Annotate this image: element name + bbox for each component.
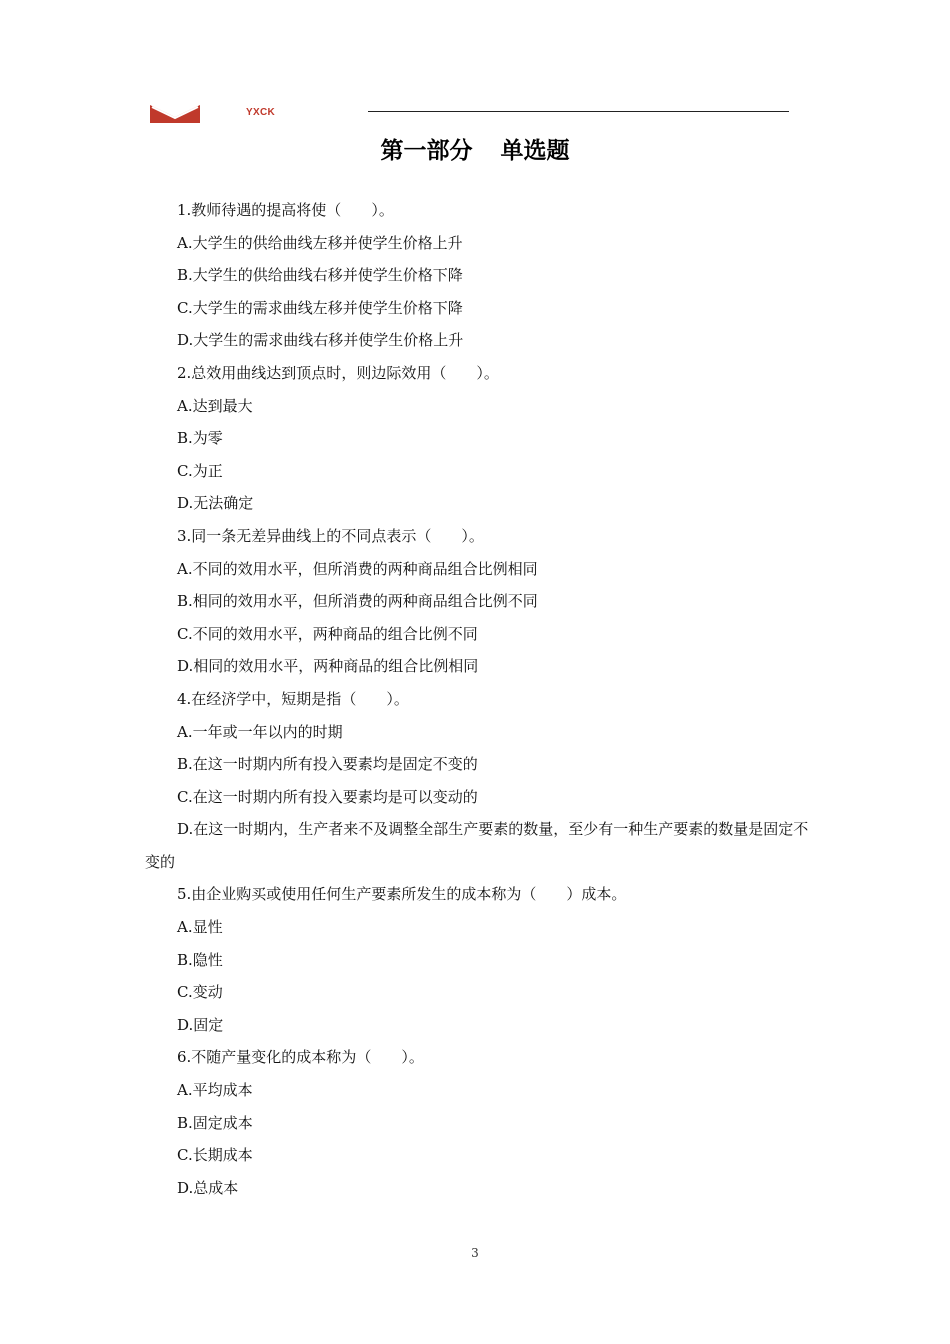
question-stem: 3.同一条无差异曲线上的不同点表示（ ）。 <box>177 526 484 545</box>
option-item: B.相同的效用水平，但所消费的两种商品组合比例不同 <box>177 592 538 611</box>
option-item: D.相同的效用水平，两种商品的组合比例相同 <box>177 657 479 676</box>
option-item: D.固定 <box>177 1015 224 1034</box>
option-item: D.无法确定 <box>177 494 254 513</box>
option-item: C.不同的效用水平，两种商品的组合比例不同 <box>177 624 478 643</box>
option-item: B.固定成本 <box>177 1113 253 1132</box>
option-item: A.大学生的供给曲线左移并使学生价格上升 <box>177 233 463 252</box>
option-item: C.变动 <box>177 983 223 1002</box>
option-item: B.隐性 <box>177 950 223 969</box>
question-stem: 5.由企业购买或使用任何生产要素所发生的成本称为（ ）成本。 <box>177 885 627 904</box>
option-item: A.平均成本 <box>177 1081 253 1100</box>
option-item: B.为零 <box>177 429 223 448</box>
option-item: C.长期成本 <box>177 1146 253 1165</box>
question-stem: 2.总效用曲线达到顶点时，则边际效用（ ）。 <box>177 363 499 382</box>
section-title <box>0 132 950 165</box>
question-list <box>145 194 810 1204</box>
option-item: A.不同的效用水平，但所消费的两种商品组合比例相同 <box>177 559 538 578</box>
option-item: B.在这一时期内所有投入要素均是固定不变的 <box>177 755 478 774</box>
option-item: A.一年或一年以内的时期 <box>177 722 343 741</box>
option-item: D.大学生的需求曲线右移并使学生价格上升 <box>177 331 464 350</box>
question-stem: 6.不随产量变化的成本称为（ ）。 <box>177 1048 424 1067</box>
section-name: 单选题 <box>500 138 570 164</box>
question-stem: 1.教师待遇的提高将使（ ）。 <box>177 201 394 219</box>
option-item: C.在这一时期内所有投入要素均是可以变动的 <box>177 787 478 806</box>
option-item: B.大学生的供给曲线右移并使学生价格下降 <box>177 266 463 285</box>
option-item: C.大学生的需求曲线左移并使学生价格下降 <box>177 298 463 317</box>
logo-icon <box>150 97 200 123</box>
brand-text: YXCK <box>246 107 275 118</box>
option-item: A.达到最大 <box>177 396 253 415</box>
option-item: D.在这一时期内，生产者来不及调整全部生产要素的数量，至少有一种生产要素的数量是固定不变的 <box>145 820 809 871</box>
page-number: 3 <box>471 1246 479 1260</box>
option-item: A.显性 <box>177 918 223 937</box>
question-stem: 4.在经济学中，短期是指（ ）。 <box>177 689 409 708</box>
header-divider <box>368 111 789 112</box>
section-part: 第一部分 <box>380 138 473 164</box>
option-item: D.总成本 <box>177 1178 239 1197</box>
option-item: C.为正 <box>177 461 223 480</box>
